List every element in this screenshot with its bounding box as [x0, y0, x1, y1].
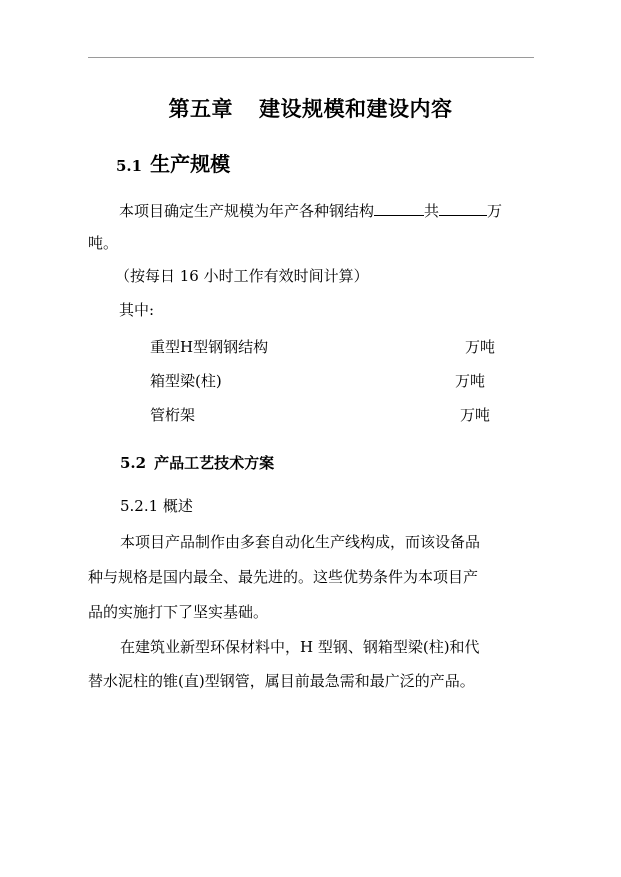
item-name: 箱型梁(柱) [150, 372, 222, 390]
blank-amount [439, 199, 487, 216]
item-unit: 万吨 [460, 406, 491, 424]
scale-paragraph-line1 [119, 195, 502, 227]
overview-paragraph-line: 种与规格是国内最全、最先进的。这些优势条件为本项目产 [88, 568, 479, 586]
chapter-title [0, 93, 621, 123]
products-paragraph-line: 在建筑业新型环保材料中，H 型钢、钢箱型梁(柱)和代 [120, 638, 480, 656]
chapter-number: 第五章 [168, 96, 233, 121]
chapter-subtitle: 建设规模和建设内容 [259, 96, 453, 121]
section-title: 产品工艺技术方案 [154, 454, 275, 472]
overview-paragraph-line: 本项目产品制作由多套自动化生产线构成，而该设备品 [120, 533, 481, 551]
items-intro: 其中: [119, 301, 155, 319]
section-title: 生产规模 [150, 152, 231, 176]
item-name: 重型H型钢钢结构 [150, 338, 269, 356]
header-rule [88, 57, 534, 58]
section-heading-5-2 [120, 452, 274, 473]
section-number: 5.1 [116, 157, 143, 175]
subsection-heading-5-2-1: 5.2.1 概述 [120, 497, 193, 515]
scale-text-start: 本项目确定生产规模为年产各种钢结构 [119, 202, 375, 220]
section-heading-5-1 [116, 148, 230, 177]
scale-paragraph-line2: 吨。 [88, 234, 119, 252]
item-unit: 万吨 [455, 372, 486, 390]
item-name: 管桁架 [150, 406, 196, 424]
overview-paragraph-line: 品的实施打下了坚实基础。 [88, 603, 269, 621]
item-unit: 万吨 [465, 338, 496, 356]
products-paragraph-line: 替水泥柱的锥(直)型钢管，属目前最急需和最广泛的产品。 [88, 672, 475, 690]
blank-total [374, 199, 424, 216]
scale-text-end: 万 [487, 202, 503, 220]
working-hours-note: （按每日 16 小时工作有效时间计算） [115, 267, 369, 285]
section-number: 5.2 [120, 454, 147, 472]
scale-text-mid: 共 [424, 202, 440, 220]
